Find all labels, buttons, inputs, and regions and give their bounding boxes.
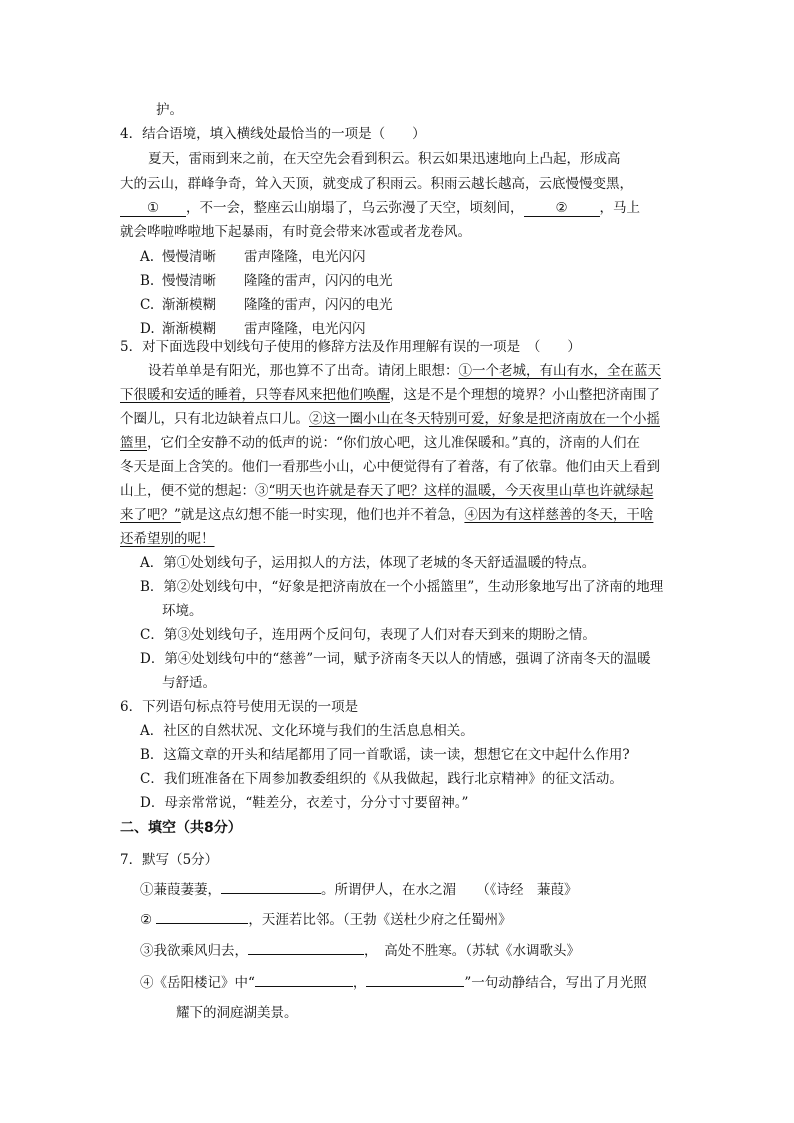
q7-i3a: ③我欲乘风归去，: [140, 943, 248, 959]
q4-p3a-text: ，不一会，整座云山崩塌了，乌云弥漫了天空，顷刻间，: [186, 200, 524, 216]
q7-blank-3[interactable]: [248, 954, 364, 955]
q5-l3: 个圈儿，只有北边缺着点口儿。: [120, 411, 309, 427]
q4-passage-line-1: [148, 149, 674, 169]
q4-blank-2[interactable]: ②: [524, 200, 600, 217]
q6-option-b[interactable]: B．这篇文章的开头和结尾都用了同一首歌谣，读一读，想想它在文中起什么作用?: [140, 747, 630, 763]
q7-item-3: [140, 941, 580, 961]
q6-option-a[interactable]: A．社区的自然状况、文化环境与我们的生活息息相关。: [140, 723, 474, 739]
option-part-1: 渐渐模糊: [162, 297, 216, 313]
q5-option-c[interactable]: C．第③处划线句子，连用两个反问句，表现了人们对春天到来的期盼之情。: [140, 627, 596, 643]
q5-option-d[interactable]: D．第④处划线句中的“慈善”一词，赋予济南冬天以人的情感，强调了济南冬天的温暖: [140, 651, 651, 667]
q7-i3b: ， 高处不胜寒。（苏轼《水调歌头》: [364, 943, 580, 959]
q4-option-c[interactable]: [140, 295, 393, 315]
q5-underline-1-start: ①一个老城，有山有水，全在蓝天: [458, 363, 661, 379]
q5-passage-line-2: [120, 385, 660, 405]
q5-passage-line-7: [120, 505, 653, 525]
option-part-1: 慢慢清晰: [162, 249, 216, 265]
q5-option-b[interactable]: B．第②处划线句中，“好象是把济南放在一个小摇篮里”，生动形象地写出了济南的地理: [140, 579, 664, 595]
q6-stem: 6．下列语句标点符号使用无误的一项是: [120, 699, 359, 715]
q5-option-d-cont: 与舒适。: [162, 675, 216, 691]
q7-stem: 7．默写（5分）: [120, 852, 219, 868]
q4-passage-line-2: 大的云山，群峰争奇，耸入天顶，就变成了积雨云。积雨云越长越高，云底慢慢变黑，: [120, 176, 633, 192]
q7-blank-4a[interactable]: [255, 986, 353, 987]
option-part-2: 隆隆的雷声，闪闪的电光: [244, 297, 393, 313]
q7-item-4: [140, 973, 647, 993]
q7-i4a: ④《岳阳楼记》中“: [140, 975, 255, 991]
q5-l1a: 设若单单是有阳光，那也算不了出奇。请闭上眼想：: [148, 363, 459, 379]
q4-passage-line-4: 就会哗啦哗啦地下起暴雨，有时竟会带来冰雹或者龙卷风。: [120, 224, 471, 240]
q4-p1-text: 夏天，雷雨到来之前，在天空先会看到积云。积云如果迅速地向上凸起，形成高: [148, 151, 621, 167]
q5-l2b: ，这是不是个理想的境界？小山整把济南围了: [390, 387, 660, 403]
q5-underline-2-start: ②这一圈小山在冬天特别可爱，好象是把济南放在一个小摇: [309, 411, 660, 427]
q7-i2b: ，天涯若比邻。（王勃《送杜少府之任蜀州》: [248, 912, 512, 928]
option-letter: C.: [140, 297, 155, 313]
q4-option-b[interactable]: [140, 271, 393, 291]
q5-stem: 5．对下面选段中划线句子使用的修辞方法及作用理解有误的一项是 （ ）: [120, 339, 581, 355]
q4-option-a[interactable]: [140, 247, 366, 267]
q7-item-2: [140, 910, 512, 930]
q6-option-d[interactable]: D．母亲常常说，“鞋差分，衣差寸，分分寸寸要留神。”: [140, 795, 469, 811]
q5-passage-line-6: [120, 481, 653, 501]
option-letter: D.: [140, 321, 155, 337]
q7-i4b: ，: [352, 975, 367, 991]
option-part-2: 雷声隆隆，电光闪闪: [244, 321, 366, 337]
q5-underline-1-end: 下很暖和安适的睡着，只等春风来把他们唤醒: [120, 387, 390, 403]
q5-underline-3-start: “明天也许就是春天了吧？这样的温暖，今天夜里山草也许就绿起: [268, 483, 654, 499]
q5-underline-4-end: 还希望别的呢！: [120, 531, 215, 547]
q5-passage-line-5: 冬天是面上含笑的。他们一看那些小山，心中便觉得有了着落，有了依靠。他们由天上看到: [120, 459, 660, 475]
q4-passage-line-3: [120, 198, 640, 218]
q5-underline-3-end: 来了吧？”: [120, 507, 181, 523]
q7-i2a: ②: [140, 912, 153, 928]
option-letter: B.: [140, 273, 155, 289]
q7-i1b: 。所谓伊人，在水之湄 （《诗经 蒹葭》: [321, 882, 578, 898]
q7-i1a: ①蒹葭萋萋，: [140, 882, 221, 898]
q5-passage-line-1: [148, 361, 661, 381]
q7-blank-2[interactable]: [156, 923, 248, 924]
option-part-2: 隆隆的雷声，闪闪的电光: [244, 273, 393, 289]
q7-item-1: [140, 880, 578, 900]
option-part-1: 渐渐模糊: [162, 321, 216, 337]
q5-l6a: 山上，便不觉的想起：③: [120, 483, 269, 499]
q5-passage-line-4: [120, 433, 640, 453]
option-part-1: 慢慢清晰: [162, 273, 216, 289]
q4-blank-1[interactable]: ①: [120, 200, 186, 217]
q7-i4c: ”一句动静结合，写出了月光照: [464, 975, 647, 991]
q5-passage-line-8: [120, 529, 215, 549]
q5-l4b: ，它们全安静不动的低声的说：“你们放心吧，这儿准保暖和。”真的，济南的人们在: [147, 435, 641, 451]
option-part-2: 雷声隆隆，电光闪闪: [244, 249, 366, 265]
q7-item-4-cont: 耀下的洞庭湖美景。: [176, 1005, 298, 1021]
q4-p3b-text: ，马上: [599, 200, 640, 216]
q5-option-a[interactable]: A．第①处划线句子，运用拟人的方法，体现了老城的冬天舒适温暖的特点。: [140, 555, 596, 571]
q4-stem: 4．结合语境，填入横线处最恰当的一项是（ ）: [120, 126, 426, 142]
q7-blank-1[interactable]: [221, 893, 321, 894]
q5-option-b-cont: 环境。: [162, 603, 203, 619]
q7-blank-4b[interactable]: [366, 986, 464, 987]
q6-option-c[interactable]: C．我们班准备在下周参加教委组织的《从我做起，践行北京精神》的征文活动。: [140, 771, 623, 787]
q5-underline-4-start: ④因为有这样慈善的冬天，干啥: [464, 507, 654, 523]
q3-tail: 护。: [156, 102, 183, 118]
section-heading: 二、填空（共8分）: [120, 820, 242, 836]
q4-option-d[interactable]: [140, 319, 366, 339]
option-letter: A.: [140, 249, 155, 265]
q5-underline-2-end: 篮里: [120, 435, 147, 451]
q5-l7b: 就是这点幻想不能一时实现，他们也并不着急，: [180, 507, 465, 523]
q5-passage-line-3: [120, 409, 660, 429]
